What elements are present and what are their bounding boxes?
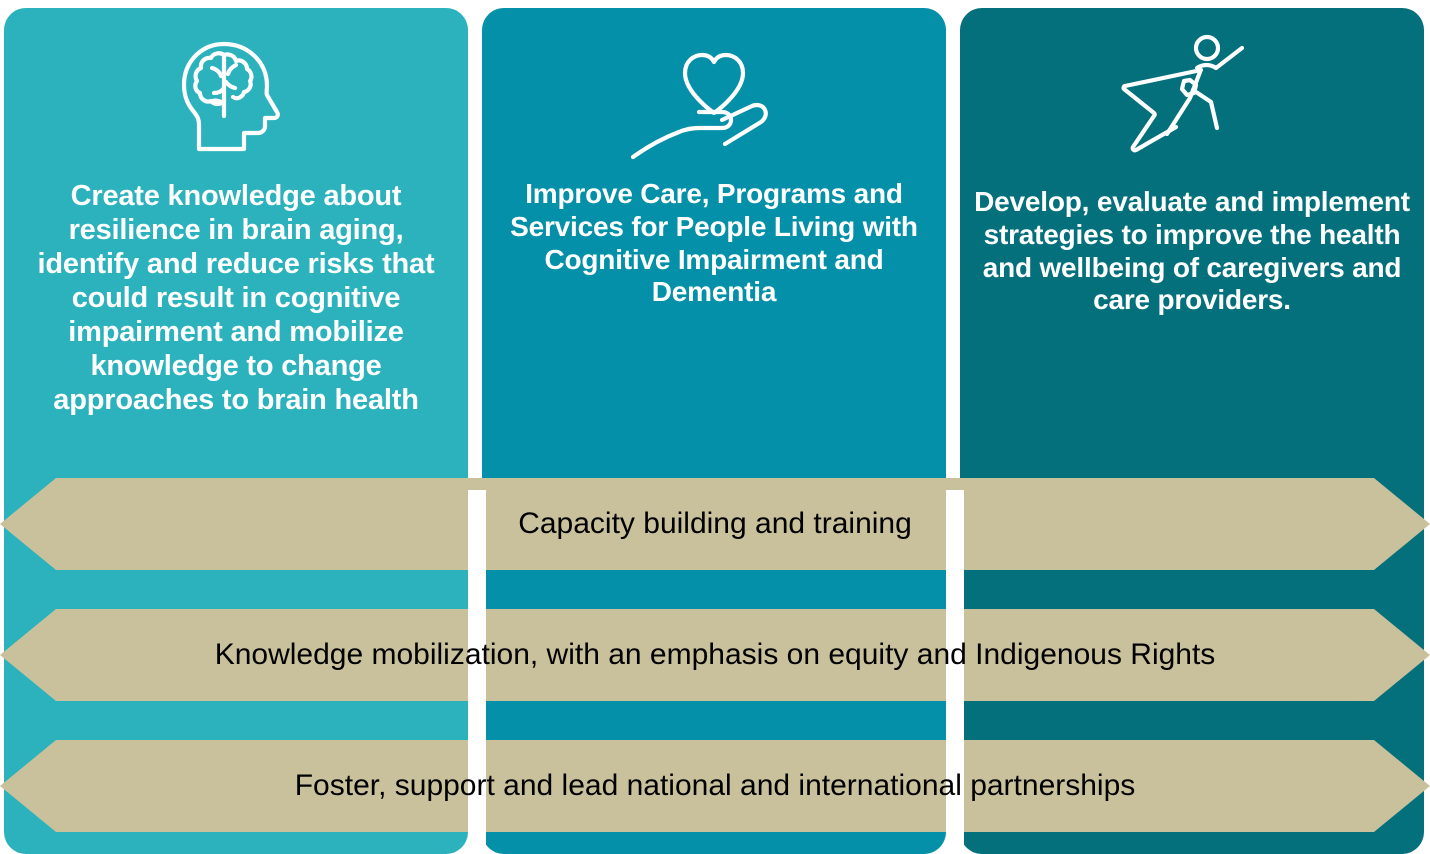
band-label-1: Capacity building and training: [518, 507, 912, 540]
heart-in-hand-icon: [482, 26, 946, 176]
pillar-title-3: Develop, evaluate and implement strategies to improve the health and wellbeing of caregivers and care providers.: [974, 186, 1410, 316]
brain-head-icon: [4, 26, 468, 176]
band-label-2: Knowledge mobilization, with an emphasis on equity and Indigenous Rights: [214, 638, 1216, 671]
band-label-3: Foster, support and lead national and international partnerships: [294, 769, 1136, 802]
pillar-title-2: Improve Care, Programs and Services for People Living with Cognitive Impairment and Dementia: [510, 178, 918, 308]
band-knowledge-mobilization: [0, 609, 1430, 701]
band-capacity-building: [0, 478, 1430, 570]
caregiver-hero-icon: [960, 26, 1424, 176]
pillar-column-1: [4, 8, 468, 854]
pillar-title-1: Create knowledge about resilience in brain aging, identify and reduce risks that could result in cognitive impairment and mobilize knowledge to change approaches to brain health: [37, 180, 435, 416]
pillar-group: [0, 8, 1430, 854]
pillar-column-2: [482, 8, 946, 854]
band-partnerships: [0, 740, 1430, 832]
pillar-column-3: [960, 8, 1424, 854]
